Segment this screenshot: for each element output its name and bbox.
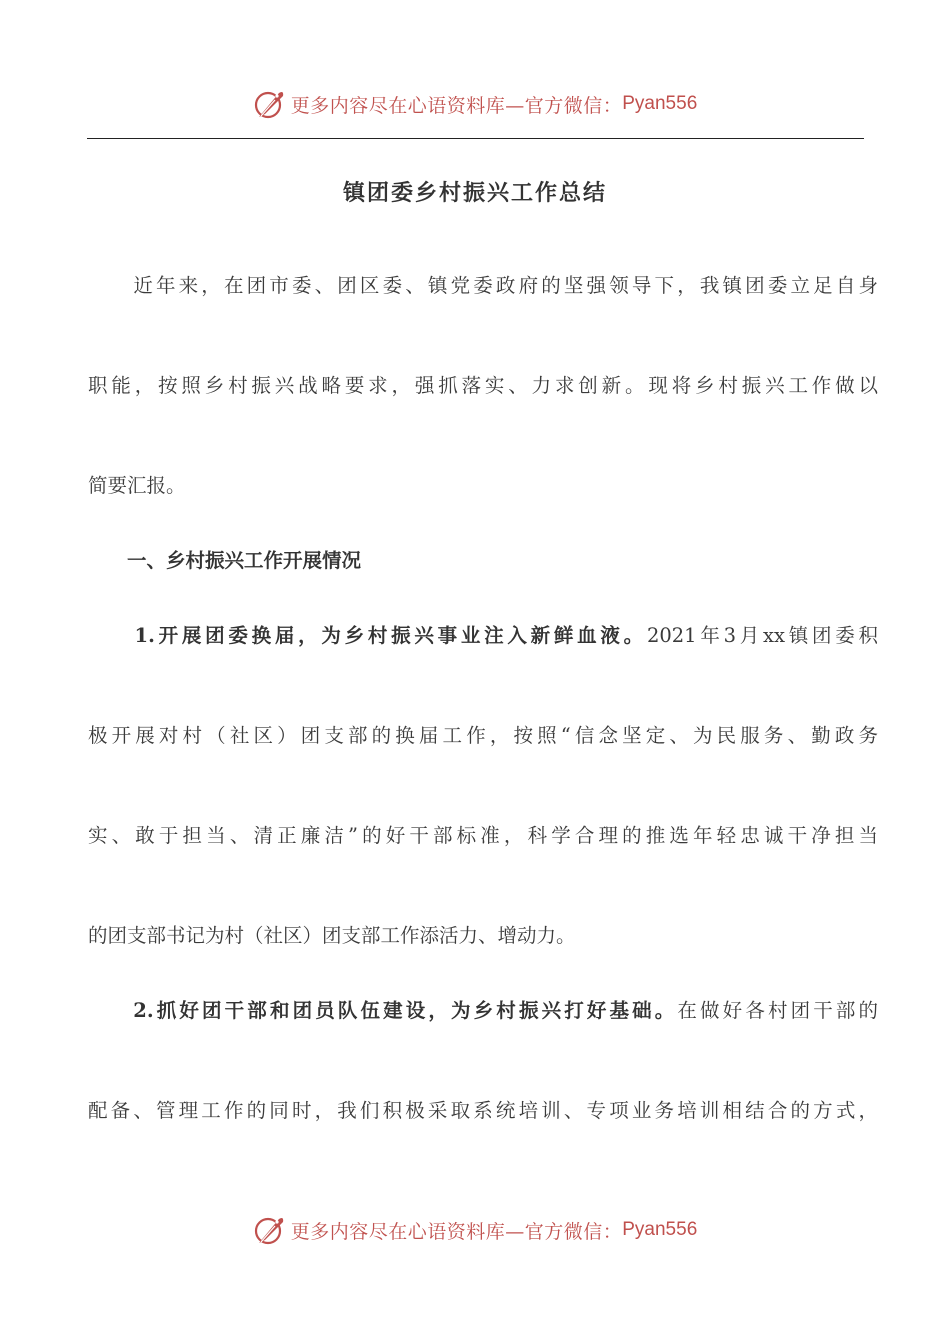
banner-wechat-id: Pyan556 <box>622 93 698 114</box>
section-heading-text: 一、乡村振兴工作开展情况 <box>88 549 362 572</box>
quill-pen-logo-icon <box>253 87 287 121</box>
item-2-text: 在做好各村团干部的 <box>677 999 878 1022</box>
body-line-3: 简要汇报。 <box>88 474 186 497</box>
body-line-7: 实、敢于担当、清正廉洁”的好干部标准，科学合理的推选年轻忠诚干净担当 <box>88 824 878 847</box>
banner-text: 更多内容尽在心语资料库—官方微信： <box>290 94 623 117</box>
header-banner <box>0 84 950 124</box>
body-line-1: 近年来，在团市委、团区委、镇党委政府的坚强领导下，我镇团委立足自身 <box>88 274 878 297</box>
footer-banner <box>0 1210 950 1250</box>
body-line-2: 职能，按照乡村振兴战略要求，强抓落实、力求创新。现将乡村振兴工作做以 <box>88 374 878 397</box>
header-divider <box>87 138 864 139</box>
body-line-9 <box>88 996 878 1026</box>
body-line-8: 的团支部书记为村（社区）团支部工作添活力、增动力。 <box>88 924 576 947</box>
section-heading-1 <box>88 546 878 576</box>
body-line-5 <box>88 621 878 651</box>
body-line-10: 配备、管理工作的同时，我们积极采取系统培训、专项业务培训相结合的方式， <box>88 1099 878 1122</box>
quill-pen-logo-icon <box>253 1213 287 1247</box>
footer-banner-wechat-id: Pyan556 <box>622 1219 698 1240</box>
footer-banner-text: 更多内容尽在心语资料库—官方微信： <box>290 1220 623 1243</box>
item-1-text: 2021年3月xx镇团委积 <box>646 624 878 647</box>
item-1-heading: 1.开展团委换届，为乡村振兴事业注入新鲜血液。 <box>88 624 647 647</box>
document-title: 镇团委乡村振兴工作总结 <box>342 180 607 206</box>
body-line-6: 极开展对村（社区）团支部的换届工作，按照“信念坚定、为民服务、勤政务 <box>88 724 878 747</box>
item-2-heading: 2.抓好团干部和团员队伍建设，为乡村振兴打好基础。 <box>88 999 678 1022</box>
